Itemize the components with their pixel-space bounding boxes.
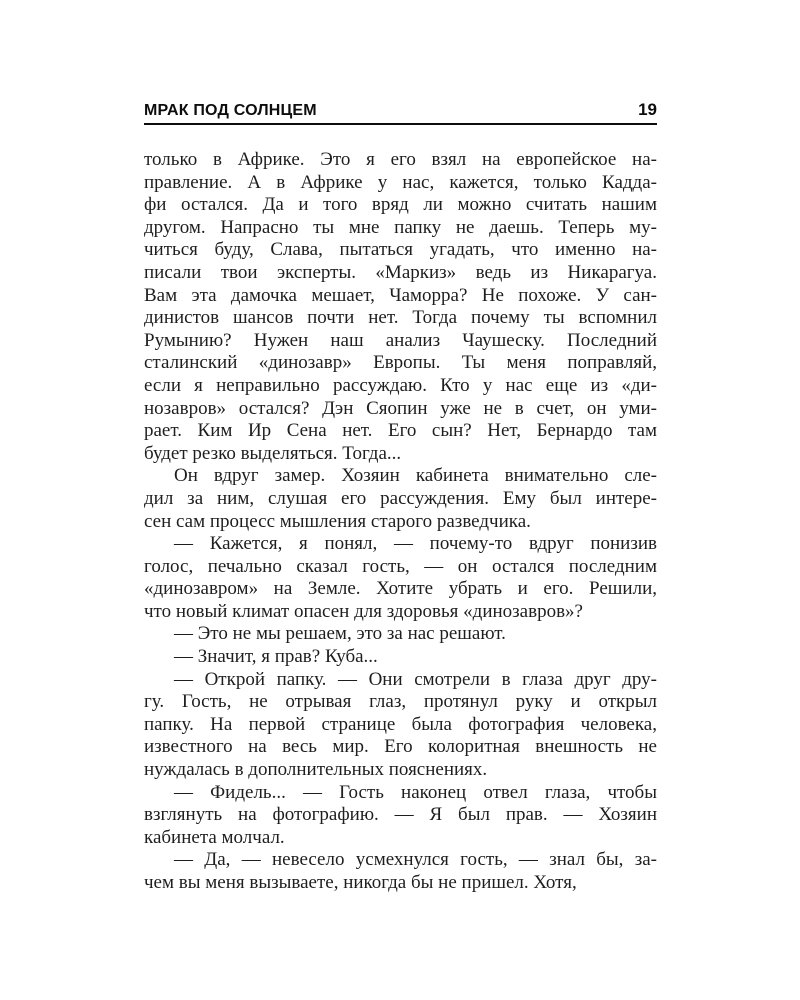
text-line: дил за ним, слушая его рассуждения. Ему был интере-	[144, 487, 657, 509]
text-line: — Да, — невесело усмехнулся гость, — знал бы, за-	[174, 849, 657, 871]
header-rule	[144, 123, 657, 125]
page-body	[144, 149, 657, 895]
text-line: голос, печально сказал гость, — он остался последним	[144, 555, 657, 577]
text-line: нуждалась в дополнительных пояснениях.	[144, 759, 488, 781]
text-line: нозавров» остался? Дэн Сяопин уже не в счет, он уми-	[144, 397, 657, 419]
text-line: папку. На первой странице была фотография человека,	[144, 713, 657, 735]
paragraph	[144, 646, 657, 669]
page-header	[144, 100, 657, 120]
paragraph	[144, 849, 657, 894]
text-line: динистов шансов почти нет. Тогда почему ты вспомнил	[144, 307, 657, 329]
text-line: кабинета молчал.	[144, 826, 285, 848]
text-line: фи остался. Да и того вряд ли можно считать нашим	[144, 194, 657, 216]
text-line: что новый климат опасен для здоровья «динозавров»?	[144, 600, 583, 622]
text-line: рает. Ким Ир Сена нет. Его сын? Нет, Бернардо там	[144, 420, 657, 442]
text-line: правление. А в Африке у нас, кажется, только Кадда-	[144, 171, 657, 193]
page-number: 19	[638, 100, 657, 119]
text-line: другом. Напрасно ты мне папку не даешь. Теперь му-	[144, 216, 657, 238]
text-line: «динозавром» на Земле. Хотите убрать и его. Решили,	[144, 578, 657, 600]
text-line: Румынию? Нужен наш анализ Чаушеску. Последний	[144, 329, 657, 351]
text-line: Вам эта дамочка мешает, Чаморра? Не похоже. У сан-	[144, 284, 657, 306]
paragraph	[144, 465, 657, 533]
text-line: — Кажется, я понял, — почему-то вдруг понизив	[174, 533, 657, 555]
text-line: только в Африке. Это я его взял на европейское на-	[144, 149, 657, 170]
text-line: — Фидель... — Гость наконец отвел глаза, чтобы	[174, 781, 657, 803]
paragraph	[144, 669, 657, 782]
text-line: гу. Гость, не отрывая глаз, протянул руку и открыл	[144, 691, 657, 713]
text-column	[144, 100, 657, 895]
text-line: Он вдруг замер. Хозяин кабинета внимательно сле-	[174, 465, 657, 487]
paragraph	[144, 149, 657, 465]
text-line: сталинский «динозавр» Европы. Ты меня поправляй,	[144, 352, 657, 374]
paragraph	[144, 623, 657, 646]
text-line: — Значит, я прав? Куба...	[174, 646, 378, 668]
text-line: если я неправильно рассуждаю. Кто у нас еще из «ди-	[144, 374, 657, 396]
text-line: взглянуть на фотографию. — Я был прав. — Хозяин	[144, 804, 657, 826]
running-title: МРАК ПОД СОЛНЦЕМ	[144, 102, 317, 119]
text-line: сен сам процесс мышления старого разведчика.	[144, 510, 531, 532]
text-line: — Это не мы решаем, это за нас решают.	[174, 623, 506, 645]
text-line: будет резко выделяться. Тогда...	[144, 442, 402, 464]
paragraph	[144, 533, 657, 623]
text-line: читься буду, Слава, пытаться угадать, что именно на-	[144, 239, 657, 261]
text-line: — Открой папку. — Они смотрели в глаза друг дру-	[174, 668, 657, 690]
text-line: писали твои эксперты. «Маркиз» ведь из Никарагуа.	[144, 261, 657, 283]
text-line: известного на весь мир. Его колоритная внешность не	[144, 736, 657, 758]
text-line: чем вы меня вызываете, никогда бы не пришел. Хотя,	[144, 872, 577, 893]
paragraph	[144, 782, 657, 850]
